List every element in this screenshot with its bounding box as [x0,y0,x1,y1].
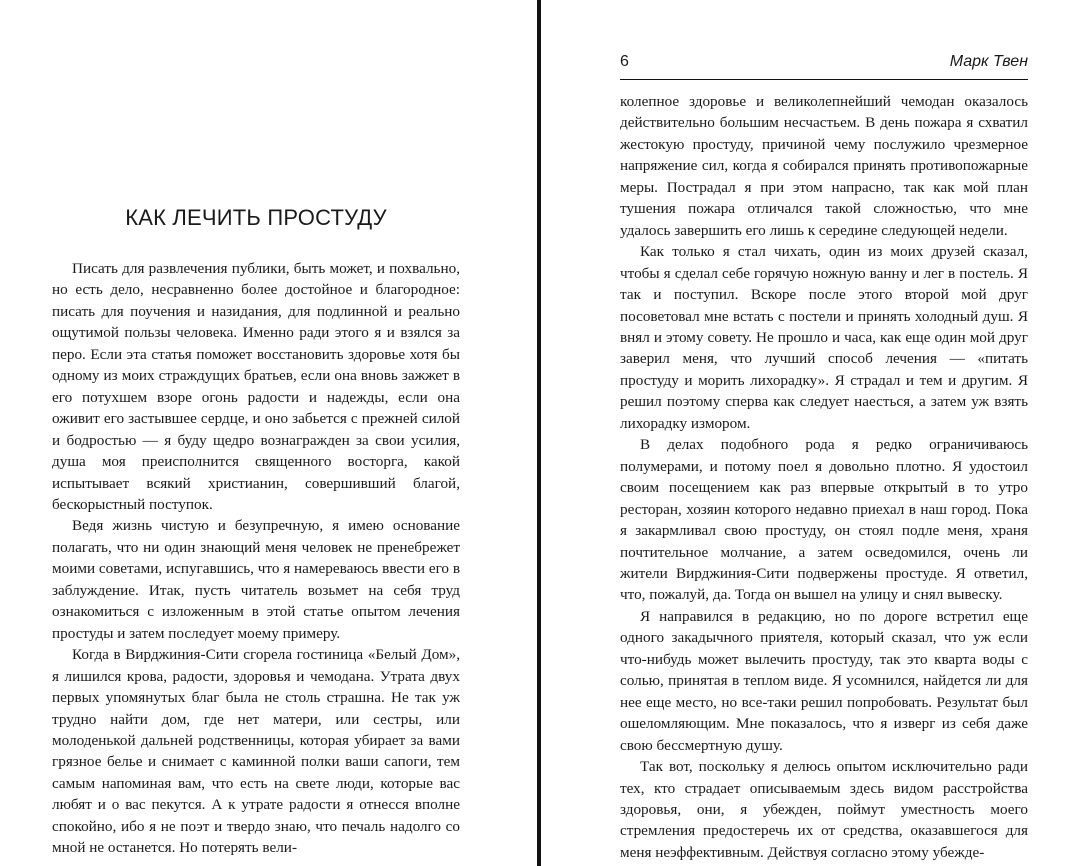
left-page-text [52,258,460,859]
page-number: 6 [620,53,629,70]
paragraph: Как только я стал чихать, один из моих друзей сказал, чтобы я сделал себе горячую ножную ванну и лег в постель. Я так и поступил. Вскоре после этого второй мой друг посоветовал мне встать с постели и принять холодный душ. Я внял и этому совету. Не прошло и часа, как еще один мой друг заверил меня, что лучший способ лечения — «питать простуду и морить лихорадку». Я страдал и тем и другим. Я решил поэтому сперва как следует наесться, а затем уж взять лихорадку измором. [620,243,1028,432]
paragraph: Так вот, поскольку я делюсь опытом исключительно ради тех, кто страдает описываемым здесь видом расстройства здоровья, они, я убежден, поймут уместность моего стремления предостеречь их от средства, оказавшегося для меня неэффективным. Действуя согласно этому убежде- [620,758,1028,861]
book-spine [537,0,541,866]
right-page-text [620,91,1028,863]
paragraph: В делах подобного рода я редко ограничиваюсь полумерами, и потому поел я довольно плотно. Я удостоил своим посещением как раз впервые открытый в то утро ресторан, хозяин которого недавно приехал в наш город. Пока я закармливал свою простуду, он стоял подле меня, храня почтительное молчание, а затем осведомился, очень ли жители Вирджиния-Сити подвержены простуде. Я ответил, что, пожалуй, да. Тогда он вышел на улицу и снял вывеску. [620,436,1028,604]
author-name: Марк Твен [949,53,1028,70]
paragraph: колепное здоровье и великолепнейший чемодан оказалось действительно большим несчастьем. В день пожара я схватил жестокую простуду, причиной чему послужило чрезмерное напряжение сил, когда я собирался принять противопожарные меры. Пострадал я при этом напрасно, так как мой план тушения пожара отличался такой сложностью, что мне удалось завершить его лишь к середине следующей недели. [620,93,1028,239]
paragraph: Я направился в редакцию, но по дороге встретил еще одного закадычного приятеля, который сказал, что уж если что-нибудь может вылечить простуду, так это кварта воды с солью, принятая в теплом виде. Я усомнился, найдется ли для нее еще место, но все-таки решил попробовать. Результат был ошеломляющим. Мне показалось, что я изверг из себя даже свою бессмертную душу. [620,607,1028,754]
paragraph: Когда в Вирджиния-Сити сгорела гостиница «Белый Дом», я лишился крова, радости, здоровья и чемодана. Утрата двух первых упомянутых благ была не столь страшна. Не так уж трудно найти дом, где нет матери, или сестры, или молоденькой дальней родственницы, которая убирает за вами грязное белье и снимает с каминной полки ваши сапоги, тем самым напоминая вам, что есть на свете люди, которые вас любят и о вас пекутся. А к утрате радости я отнесся вполне спокойно, ибо я не поэт и твердо знаю, что печаль надолго со мной не останется. Но потерять вели- [52,646,460,857]
chapter-title: КАК ЛЕЧИТЬ ПРОСТУДУ [125,205,387,230]
paragraph: Ведя жизнь чистую и безупречную, я имею основание полагать, что ни один знающий меня человек не пренебрежет моими советами, испугавшись, что я намереваюсь ввести его в заблуждение. Итак, пусть читатель возьмет на себя труд ознакомиться с изложенным в этой статье опытом лечения простуды и затем последует моему примеру. [52,517,460,642]
running-head [620,53,1028,80]
paragraph: Писать для развлечения публики, быть может, и похвально, но есть дело, несравненно более достойное и благородное: писать для поучения и назидания, для подлинной и реально ощутимой пользы человека. Именно ради этого я и взялся за перо. Если эта статья поможет восстановить здоровье хотя бы одному из моих страждущих братьев, если она вновь зажжет в его потухшем взоре огонь радости и надежды, если она оживит его застывшее сердце, и оно забьется с прежней силой и бодростью — я буду щедро вознагражден за свои усилия, душа моя преисполнится священного восторга, какой испытывает всякий христианин, совершивший благой, бескорыстный поступок. [52,260,460,513]
